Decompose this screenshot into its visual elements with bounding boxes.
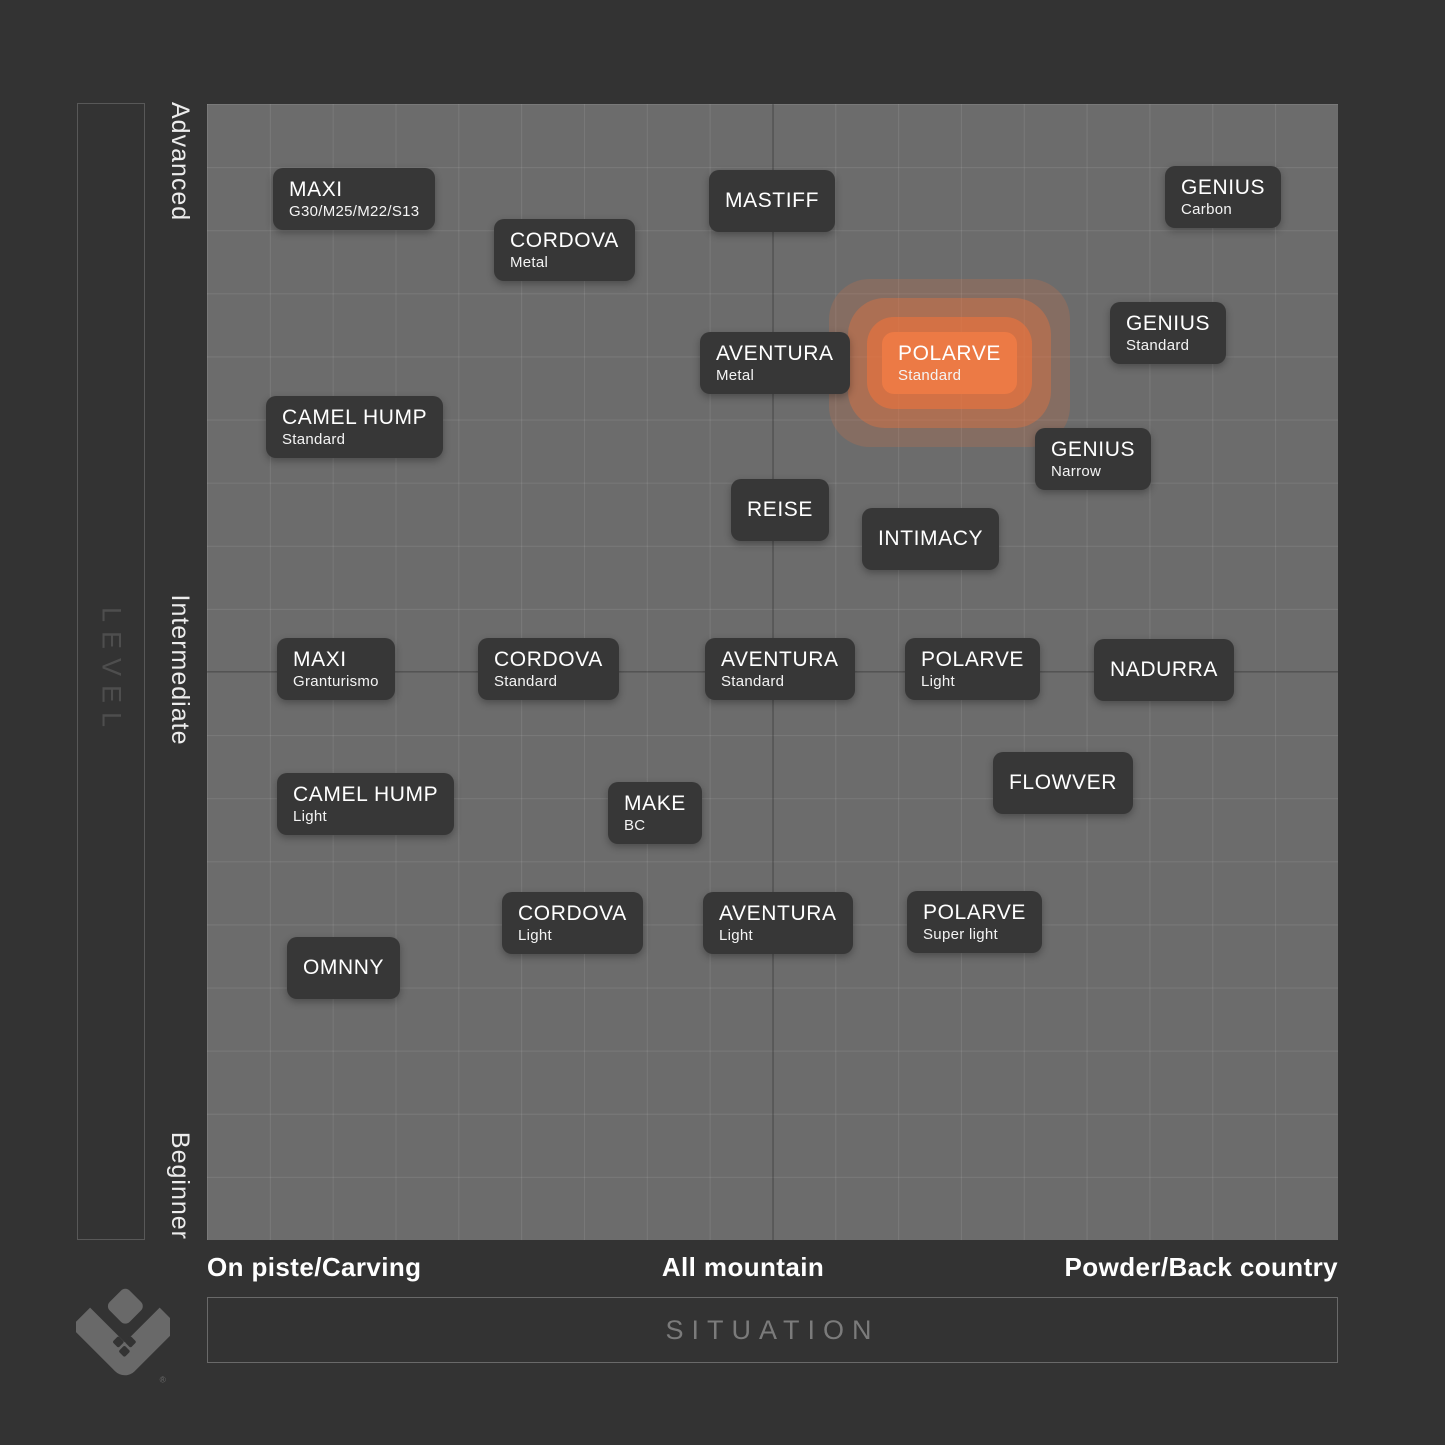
product-card-polarve-super-light[interactable] [907,891,1042,953]
level-axis-label: LEVEL [96,606,127,737]
product-card-genius-standard[interactable] [1110,302,1226,364]
product-name: MAKE [624,792,686,816]
product-card-intimacy[interactable] [862,508,999,570]
product-name: OMNNY [303,956,385,980]
product-card-cordova-metal[interactable] [494,219,635,281]
situation-axis-label: SITUATION [665,1314,880,1345]
product-name: POLARVE [923,901,1027,925]
product-card-camel-hump-light[interactable] [277,773,454,835]
product-card-genius-carbon[interactable] [1165,166,1281,228]
product-variant: Standard [494,672,558,690]
product-name: CORDOVA [494,648,603,672]
product-card-cordova-light[interactable] [502,892,643,954]
product-card-mastiff[interactable] [709,170,835,232]
product-name: AVENTURA [721,648,839,672]
product-variant: Light [518,926,553,944]
product-variant: Standard [898,366,962,384]
product-variant: BC [624,816,646,834]
product-name: CAMEL HUMP [293,783,439,807]
situation-axis-box [207,1297,1338,1363]
product-card-polarve-light[interactable] [905,638,1040,700]
product-name: POLARVE [898,342,1002,366]
situation-category-labels [207,1252,1338,1283]
product-variant: Standard [721,672,785,690]
product-card-polarve-standard[interactable] [882,332,1017,394]
product-card-maxi-g30-m25-m22-s13[interactable] [273,168,435,230]
product-name: AVENTURA [719,902,837,926]
product-card-flowver[interactable] [993,752,1133,814]
product-variant: Standard [1126,336,1190,354]
product-name: CORDOVA [518,902,627,926]
product-card-camel-hump-standard[interactable] [266,396,443,458]
product-variant: Metal [510,253,549,271]
product-name: GENIUS [1126,312,1211,336]
product-card-cordova-standard[interactable] [478,638,619,700]
level-axis-box [77,103,145,1240]
x-label-all-mountain: All mountain [661,1252,825,1282]
product-variant: Light [921,672,956,690]
logo-registered-mark: ® [159,1374,166,1385]
product-variant: Super light [923,925,999,943]
product-name: CORDOVA [510,229,619,253]
level-tier-beginner: Beginner [166,1131,194,1240]
product-card-aventura-metal[interactable] [700,332,850,394]
product-variant: G30/M25/M22/S13 [289,202,420,220]
product-name: POLARVE [921,648,1025,672]
x-label-powder-back-country: Powder/Back country [1064,1252,1338,1282]
product-variant: Standard [282,430,346,448]
x-label-on-piste-carving: On piste/Carving [207,1252,422,1282]
product-name: MAXI [289,178,343,202]
product-name: NADURRA [1110,658,1219,682]
product-card-genius-narrow[interactable] [1035,428,1151,490]
product-name: INTIMACY [878,527,984,551]
product-name: REISE [747,498,814,522]
product-variant: Granturismo [293,672,379,690]
product-card-aventura-light[interactable] [703,892,853,954]
plot-area [207,104,1338,1240]
product-card-aventura-standard[interactable] [705,638,855,700]
product-variant: Carbon [1181,200,1232,218]
level-tier-advanced: Advanced [166,102,194,222]
product-name: GENIUS [1181,176,1266,200]
product-name: AVENTURA [716,342,834,366]
product-card-omnny[interactable] [287,937,400,999]
product-name: FLOWVER [1009,771,1118,795]
product-card-make-bc[interactable] [608,782,702,844]
logo-top-diamond [105,1286,145,1326]
product-variant: Metal [716,366,755,384]
product-card-nadurra[interactable] [1094,639,1234,701]
product-card-maxi-granturismo[interactable] [277,638,395,700]
product-name: MAXI [293,648,347,672]
brand-diamond-logo-icon [76,1280,170,1402]
product-name: GENIUS [1051,438,1136,462]
product-variant: Light [719,926,754,944]
product-name: MASTIFF [725,189,820,213]
level-tier-intermediate: Intermediate [166,594,194,746]
product-variant: Light [293,807,328,825]
product-card-reise[interactable] [731,479,829,541]
product-name: CAMEL HUMP [282,406,428,430]
product-variant: Narrow [1051,462,1102,480]
